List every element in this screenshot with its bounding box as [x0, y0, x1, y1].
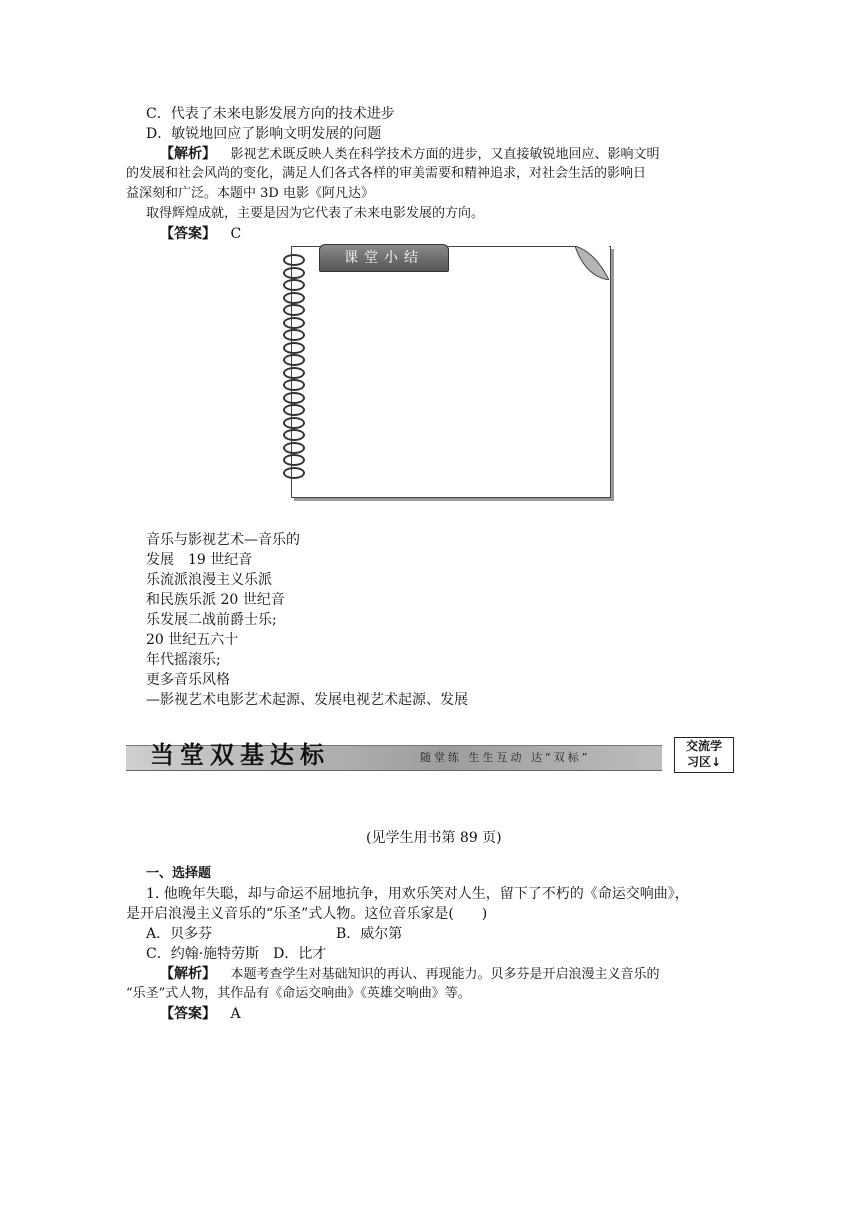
ring-icon — [283, 367, 305, 379]
page-reference: (见学生用书第 89 页) — [366, 830, 502, 846]
analysis-line-4: 取得辉煌成就，主要是因为它代表了未来电影发展的方向。 — [146, 206, 485, 221]
answer-value: C — [230, 226, 242, 242]
section-heading: 一、选择题 — [146, 866, 212, 881]
ring-icon — [283, 292, 305, 304]
option-a: A．贝多芬 — [146, 926, 213, 942]
exchange-area-button[interactable] — [674, 737, 734, 773]
analysis-2-line-2: “乐圣”式人物，其作品有《命运交响曲》《英雄交响曲》等。 — [126, 986, 471, 1001]
summary-line: —影视艺术电影艺术起源、发展电视艺术起源、发展 — [146, 692, 468, 708]
summary-line: 音乐与影视艺术—音乐的 — [146, 532, 300, 548]
ring-icon — [283, 454, 305, 466]
banner-title: 当堂双基达标 — [150, 740, 330, 769]
ring-icon — [283, 329, 305, 341]
question-1-line-1: 1. 他晚年失聪，却与命运不屈地抗争，用欢乐笑对人生，留下了不朽的《命运交响曲》， — [146, 886, 689, 902]
summary-line: 和民族乐派 20 世纪音 — [146, 592, 285, 608]
section-banner — [126, 735, 736, 773]
summary-line: 乐流派浪漫主义乐派 — [146, 572, 272, 588]
analysis-line-3: 益深刻和广泛。本题中 3D 电影《阿凡达》 — [126, 186, 374, 201]
answer-2-line — [160, 1004, 241, 1024]
ring-icon — [283, 417, 305, 429]
analysis-2-line-1 — [160, 964, 659, 985]
summary-line: 年代摇滚乐; — [146, 652, 221, 668]
ring-icon — [283, 442, 305, 454]
ring-icon — [283, 404, 305, 416]
option-b: B．威尔第 — [336, 926, 403, 942]
ring-icon — [283, 267, 305, 279]
summary-line: 更多音乐风格 — [146, 672, 230, 688]
question-1-line-2: 是开启浪漫主义音乐的“乐圣”式人物。这位音乐家是( ) — [126, 906, 488, 922]
ring-icon — [283, 254, 305, 266]
banner-subtitle: 随堂练 生生互动 达“双标” — [420, 751, 591, 764]
ring-icon — [283, 304, 305, 316]
ring-icon — [283, 429, 305, 441]
ring-icon — [283, 354, 305, 366]
answer-2-value: A — [230, 1006, 241, 1022]
ring-icon — [283, 317, 305, 329]
notebook-tab-title: 课堂小结 — [319, 244, 449, 272]
class-summary-notebook — [283, 238, 613, 500]
analysis-text-1: 影视艺术既反映人类在科学技术方面的进步，又直接敏锐地回应、影响文明 — [230, 147, 660, 162]
analysis-label: 【解析】 — [160, 146, 216, 162]
option-d: D．敏锐地回应了影响文明发展的问题 — [146, 126, 382, 142]
answer-2-label: 【答案】 — [160, 1006, 216, 1022]
analysis-line-1 — [160, 144, 659, 165]
summary-line: 乐发展二战前爵士乐; — [146, 612, 277, 628]
notebook-page — [291, 246, 611, 498]
ring-icon — [283, 392, 305, 404]
page-curl-icon — [575, 246, 609, 280]
option-c: C．代表了未来电影发展方向的技术进步 — [146, 106, 395, 122]
answer-label: 【答案】 — [160, 226, 216, 242]
analysis-2-text-1: 本题考查学生对基础知识的再认、再现能力。贝多芬是开启浪漫主义音乐的 — [230, 967, 660, 982]
banner-box-line-1: 交流学 — [685, 739, 722, 753]
banner-box-line-2: 习区↓ — [686, 755, 722, 769]
notebook-rings — [283, 254, 305, 494]
answer-line — [160, 224, 241, 244]
analysis-2-label: 【解析】 — [160, 966, 216, 982]
analysis-line-2: 的发展和社会风尚的变化，满足人们各式各样的审美需要和精神追求，对社会生活的影响日 — [126, 166, 647, 181]
ring-icon — [283, 467, 305, 479]
ring-icon — [283, 379, 305, 391]
ring-icon — [283, 279, 305, 291]
ring-icon — [283, 342, 305, 354]
summary-line: 20 世纪五六十 — [146, 632, 239, 648]
summary-line: 发展 19 世纪音 — [146, 552, 253, 568]
option-c-d: C．约翰·施特劳斯 D．比才 — [146, 946, 327, 962]
